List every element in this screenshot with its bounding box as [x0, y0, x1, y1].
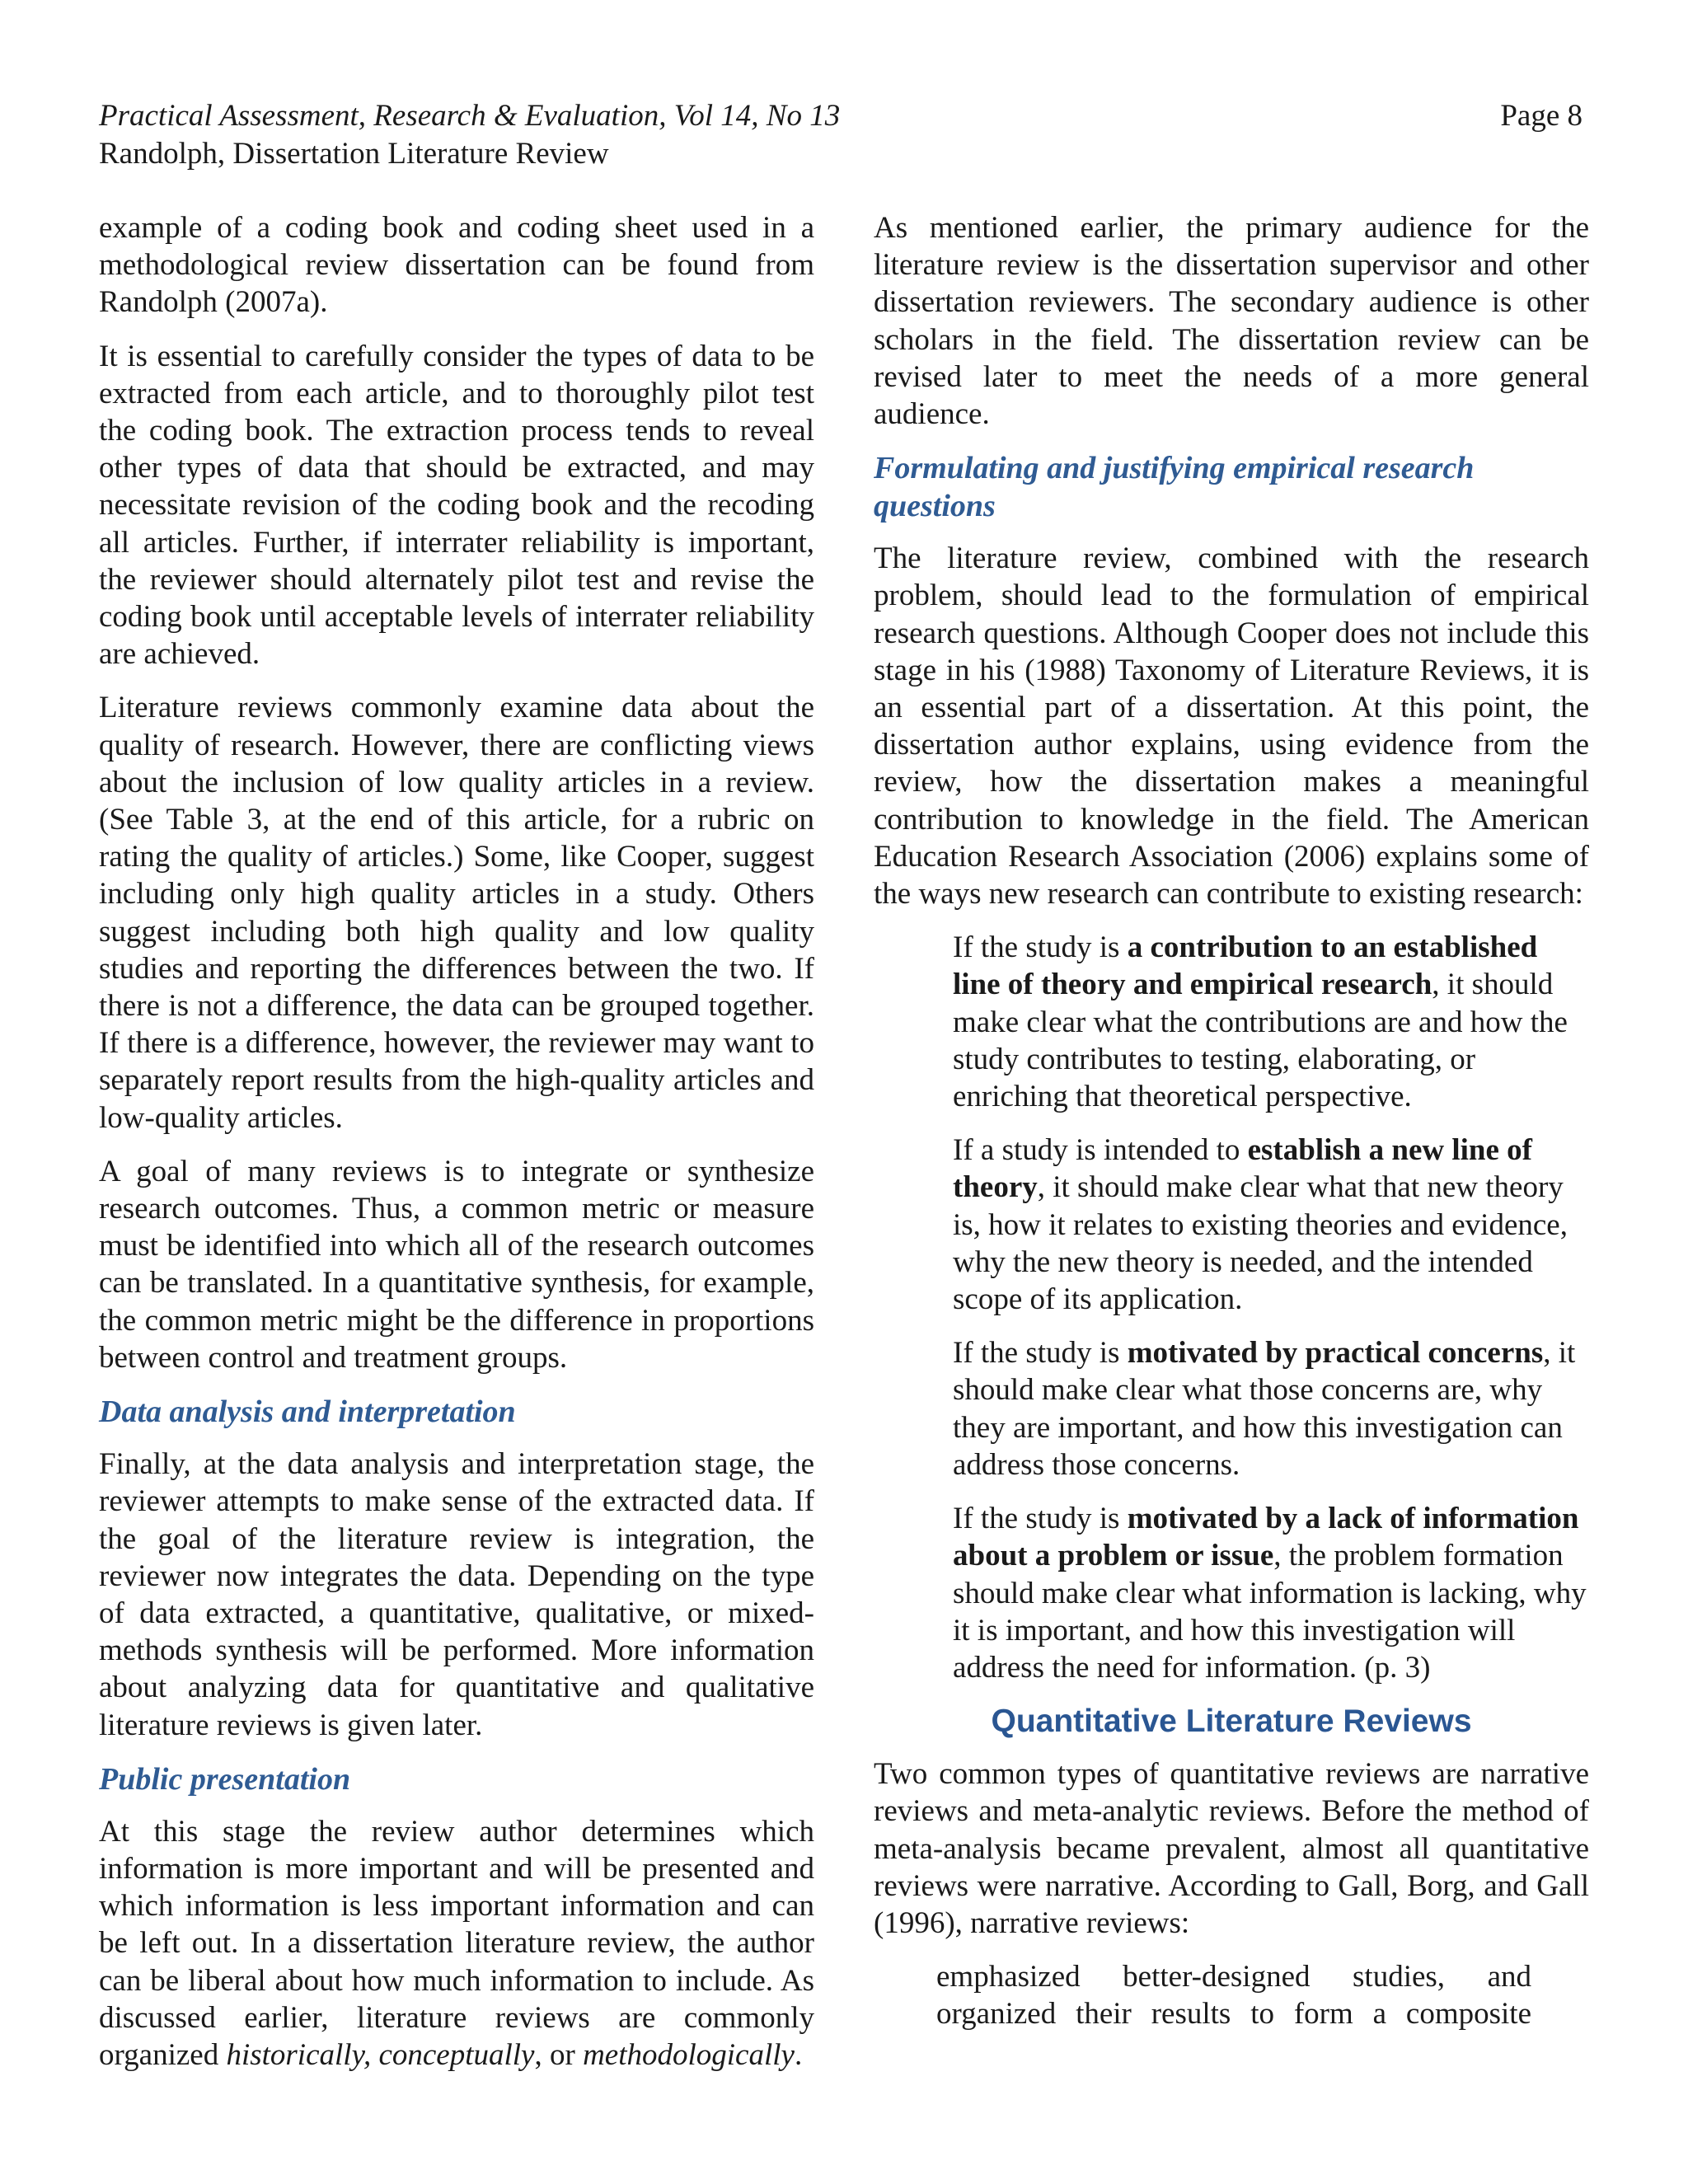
text: , it should make clear what the contributions are and how the study contributes to testing, elaborating, or enriching that theoretical perspective. [953, 968, 1568, 1114]
text: , the problem formation should make clear what information is lacking, why it is important, and how this investigation will address the need for information. (p. 3) [953, 1539, 1587, 1685]
subheading-public-presentation: Public presentation [99, 1761, 351, 1797]
text: If a study is intended to [953, 1133, 1248, 1168]
paragraph: example of a coding book and coding sheet used in a methodological review dissertation can be found from Randolph (2007a). [99, 211, 814, 320]
subheading-formulating: Formulating and justifying empirical research questions [874, 451, 1475, 524]
quote-paragraph [953, 1500, 1589, 1686]
bold-text: motivated by practical concerns [1127, 1336, 1544, 1371]
quote-paragraph: emphasized better-designed studies, and organized their results to form a composite [936, 1960, 1531, 2032]
text: If the study is [953, 1502, 1128, 1536]
right-column [874, 209, 1589, 2033]
quote-paragraph [953, 929, 1589, 1115]
page-number: Page 8 [1500, 99, 1582, 133]
block-quote [953, 929, 1589, 1686]
bold-text: motivated by a lack of information about a problem or issue [953, 1502, 1579, 1573]
paragraph: A goal of many reviews is to integrate or synthesize research outcomes. Thus, a common metric or measure must be identified into which all of the research outcomes can be translated. In a quantitative synthesis, for example, the common metric might be the difference in proportions between control and treatment groups. [99, 1154, 814, 1375]
subheading-data-analysis: Data analysis and interpretation [99, 1394, 516, 1430]
paragraph: It is essential to carefully consider the types of data to be extracted from each article, and to thoroughly pilot test the coding book. The extraction process tends to reveal other types of data that should be extracted, and may necessitate revision of the coding book and the recoding all articles. Further, if interrater reliability is important, the reviewer should alternately pilot test and revise the coding book until acceptable levels of interrater reliability are achieved. [99, 339, 814, 672]
section-heading-quantitative: Quantitative Literature Reviews [991, 1704, 1472, 1740]
quote-paragraph [953, 1334, 1589, 1483]
journal-title: Practical Assessment, Research & Evaluation, Vol 14, No 13 [99, 99, 841, 133]
italic-text: historically, conceptually [226, 2037, 535, 2072]
block-quote [936, 1958, 1531, 2032]
paragraph [99, 1813, 814, 2074]
quote-paragraph [953, 1132, 1589, 1318]
text: If the study is [953, 1336, 1128, 1371]
paragraph: Finally, at the data analysis and interpretation stage, the reviewer attempts to make sense of the extracted data. If the goal of the literature review is integration, the reviewer now integrates the data. Depending on the type of data extracted, a quantitative, qualitative, or mixed-methods synthesis will be performed. More information about analyzing data for quantitative and qualitative literature reviews is given later. [99, 1447, 814, 1742]
text: , or [534, 2037, 584, 2072]
page-header [99, 97, 1582, 173]
text: If the study is [953, 930, 1128, 965]
text: , it should make clear what those concerns are, why they are important, and how this investigation can address those concerns. [953, 1336, 1576, 1482]
paragraph: As mentioned earlier, the primary audience for the literature review is the dissertation supervisor and other dissertation reviewers. The secondary audience is other scholars in the field. The dissertation review can be revised later to meet the needs of a more general audience. [874, 211, 1589, 432]
bold-text: a contribution to an established line of theory and empirical research [953, 930, 1538, 1002]
text: , it should make clear what that new theory is, how it relates to existing theories and evidence, why the new theory is needed, and the intended scope of its application. [953, 1170, 1568, 1317]
left-column [99, 209, 814, 2090]
paragraph: Two common types of quantitative reviews are narrative reviews and meta-analytic reviews. Before the method of meta-analysis became prevalent, almost all quantitative reviews were narrative. According to Gall, Borg, and Gall (1996), narrative reviews: [874, 1757, 1589, 1940]
text: At this stage the review author determines which information is more important and will be presented and which information is less important information and can be left out. In a dissertation literature review, the author can be liberal about how much information to include. As discussed earlier, literature reviews are commonly organized [99, 1814, 814, 2072]
paragraph: The literature review, combined with the research problem, should lead to the formulation of empirical research questions. Although Cooper does not include this stage in his (1988) Taxonomy of Literature Reviews, it is an essential part of a dissertation. At this point, the dissertation author explains, using evidence from the review, how the dissertation makes a meaningful contribution to knowledge in the field. The American Education Research Association (2006) explains some of the ways new research can contribute to existing research: [874, 541, 1589, 912]
bold-text: establish a new line of theory [953, 1133, 1532, 1205]
paragraph: Literature reviews commonly examine data about the quality of research. However, there are conflicting views about the inclusion of low quality articles in a review. (See Table 3, at the end of this article, for a rubric on rating the quality of articles.) Some, like Cooper, suggest including only high quality articles in a study. Others suggest including both high quality and low quality studies and reporting the differences between the two. If there is not a difference, the data can be grouped together. If there is a difference, however, the reviewer may want to separately report results from the high-quality articles and low-quality articles. [99, 691, 814, 1135]
italic-text: methodologically [583, 2037, 795, 2072]
running-title: Randolph, Dissertation Literature Review [99, 137, 609, 171]
text: . [794, 2037, 803, 2072]
